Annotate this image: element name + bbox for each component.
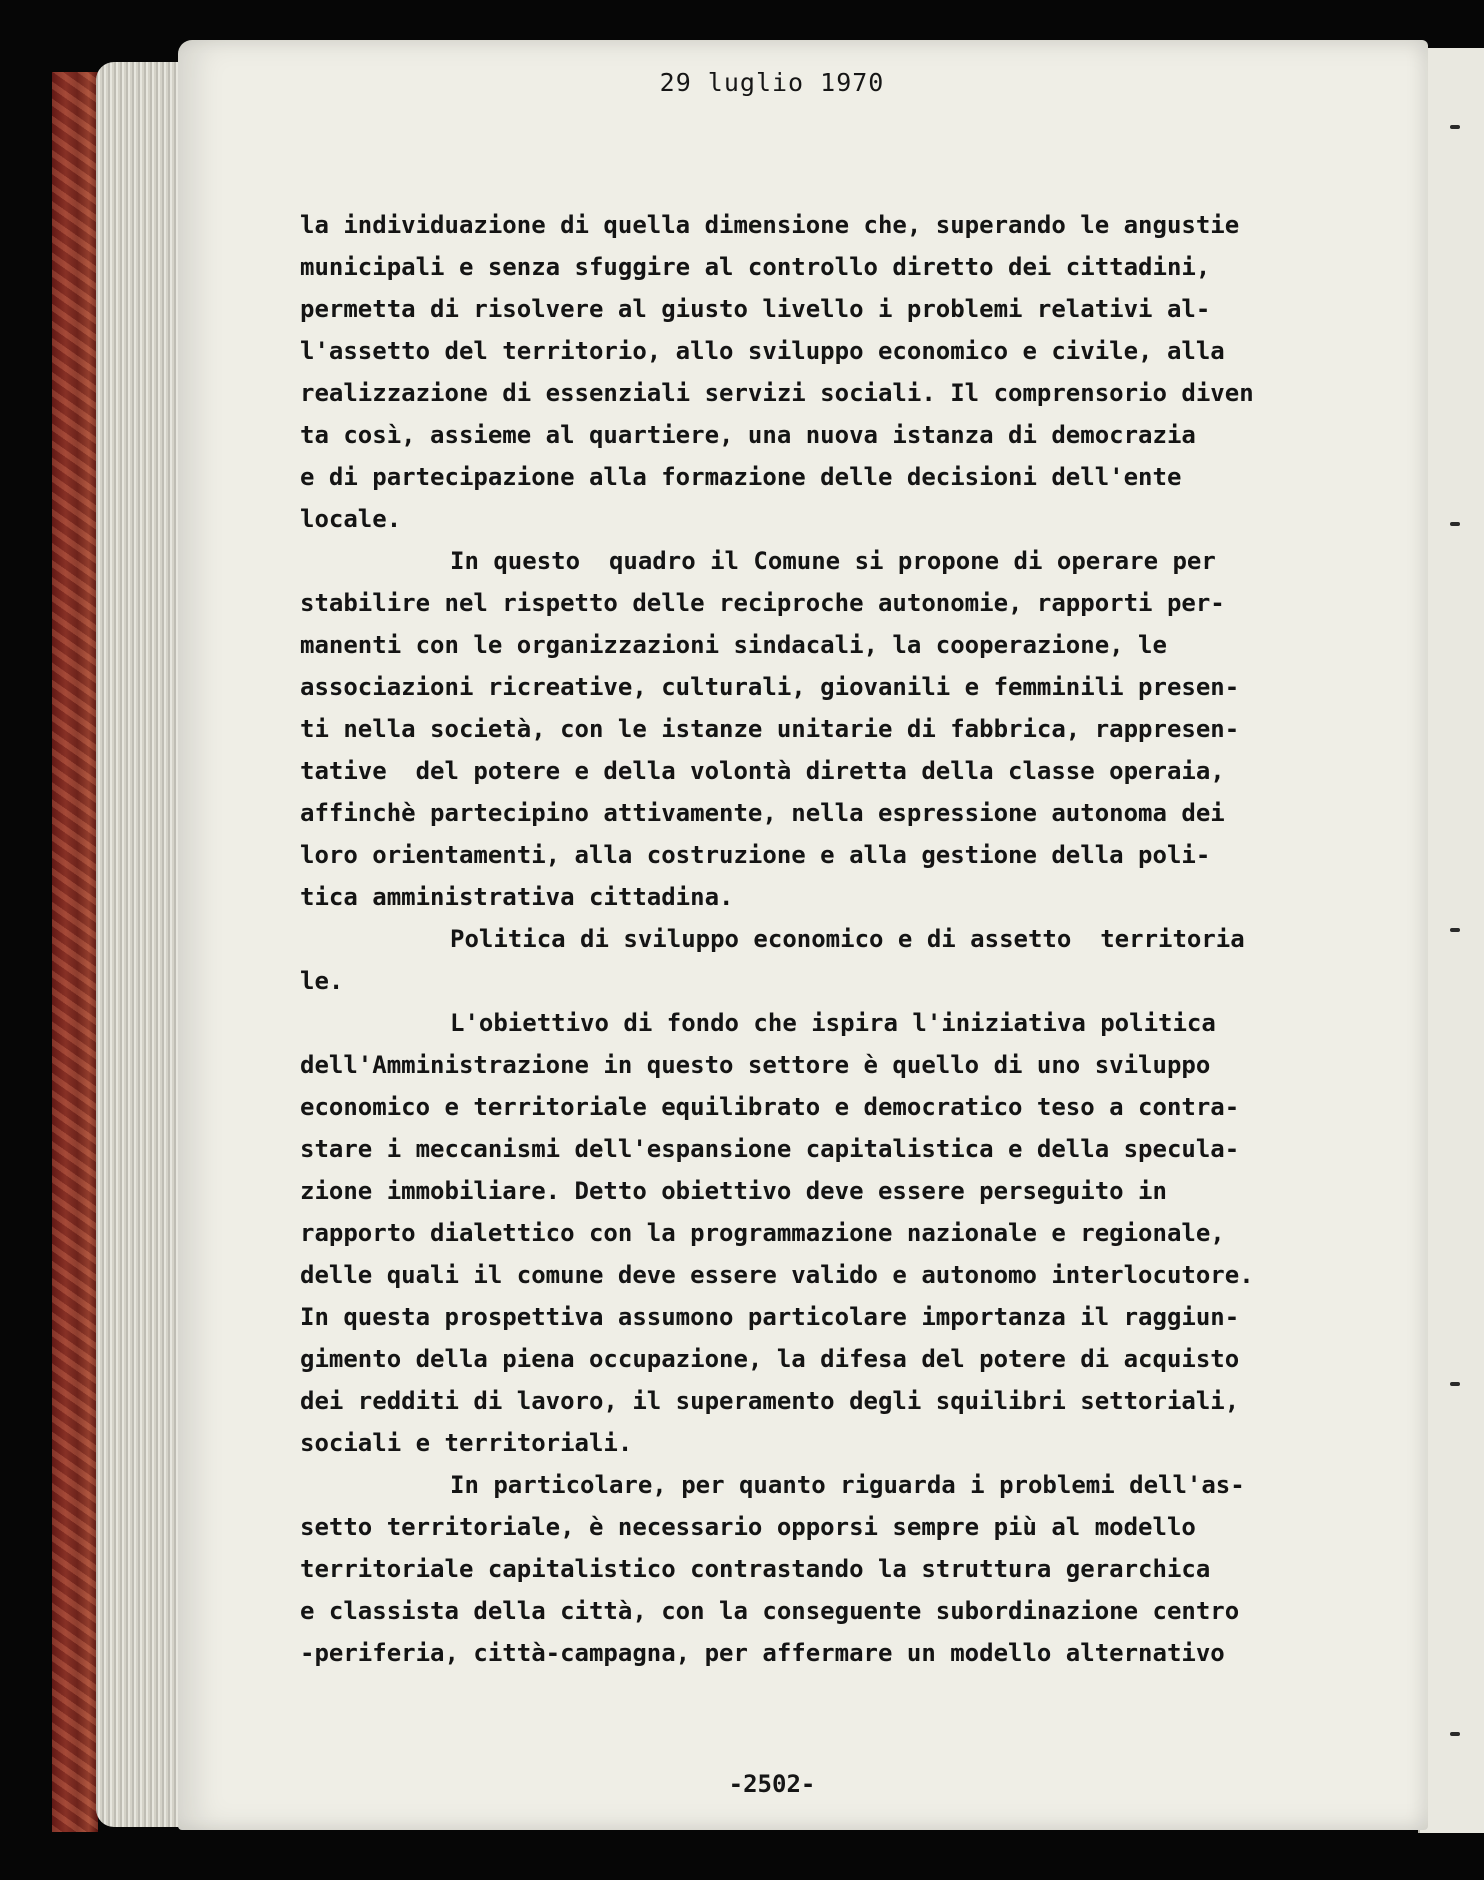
text-line: associazioni ricreative, culturali, giovanili e femminili presen- [300,673,1240,701]
text-line: ti nella società, con le istanze unitarie di fabbrica, rappresen- [300,715,1240,743]
text-line: la individuazione di quella dimensione che, superando le angustie [300,211,1240,239]
text-line: gimento della piena occupazione, la difesa del potere di acquisto [300,1345,1240,1373]
text-line: zione immobiliare. Detto obiettivo deve essere perseguito in [300,1177,1167,1205]
text-line: L'obiettivo di fondo che ispira l'iniziativa politica [450,1009,1216,1037]
text-line: In questa prospettiva assumono particolare importanza il raggiun- [300,1303,1240,1331]
text-line: Politica di sviluppo economico e di assetto territoria [450,925,1245,953]
typed-body-text [300,204,1260,1674]
text-line: e classista della città, con la conseguente subordinazione centro [300,1597,1240,1625]
page-date-header: 29 luglio 1970 [659,68,885,97]
text-line: loro orientamenti, alla costruzione e alla gestione della poli- [300,841,1211,869]
text-line: affinchè partecipino attivamente, nella espressione autonoma dei [300,799,1225,827]
staple-mark [1450,1732,1460,1736]
text-line: e di partecipazione alla formazione delle decisioni dell'ente [300,463,1182,491]
text-line: tative del potere e della volontà diretta della classe operaia, [300,757,1225,785]
text-line: le. [300,967,344,995]
text-line: tica amministrativa cittadina. [300,883,734,911]
text-line: permetta di risolvere al giusto livello i problemi relativi al- [300,295,1211,323]
text-line: realizzazione di essenziali servizi sociali. Il comprensorio diven [300,379,1254,407]
book-spine [52,72,98,1832]
text-line: l'assetto del territorio, allo sviluppo economico e civile, alla [300,337,1225,365]
text-line: stabilire nel rispetto delle reciproche autonomie, rapporti per- [300,589,1225,617]
text-line: In particolare, per quanto riguarda i problemi dell'as- [450,1471,1245,1499]
text-line: -periferia, città-campagna, per affermare un modello alternativo [300,1639,1225,1667]
text-line: dei redditi di lavoro, il superamento degli squilibri settoriali, [300,1387,1240,1415]
text-line: dell'Amministrazione in questo settore è quello di uno sviluppo [300,1051,1211,1079]
text-line: setto territoriale, è necessario opporsi sempre più al modello [300,1513,1196,1541]
text-line: delle quali il comune deve essere valido e autonomo interlocutore. [300,1261,1254,1289]
page-number: -2502- [728,1770,816,1798]
text-line: ta così, assieme al quartiere, una nuova istanza di democrazia [300,421,1196,449]
text-line: locale. [300,505,402,533]
text-line: sociali e territoriali. [300,1429,633,1457]
text-line: municipali e senza sfuggire al controllo diretto dei cittadini, [300,253,1211,281]
text-line: territoriale capitalistico contrastando la struttura gerarchica [300,1555,1211,1583]
staple-mark [1450,125,1460,129]
text-line: stare i meccanismi dell'espansione capitalistica e della specula- [300,1135,1240,1163]
text-line: manenti con le organizzazioni sindacali, la cooperazione, le [300,631,1167,659]
staple-mark [1450,1382,1460,1386]
staple-mark [1450,928,1460,932]
text-line: rapporto dialettico con la programmazione nazionale e regionale, [300,1219,1225,1247]
text-line: economico e territoriale equilibrato e democratico teso a contra- [300,1093,1240,1121]
staple-mark [1450,522,1460,526]
text-line: In questo quadro il Comune si propone di operare per [450,547,1216,575]
